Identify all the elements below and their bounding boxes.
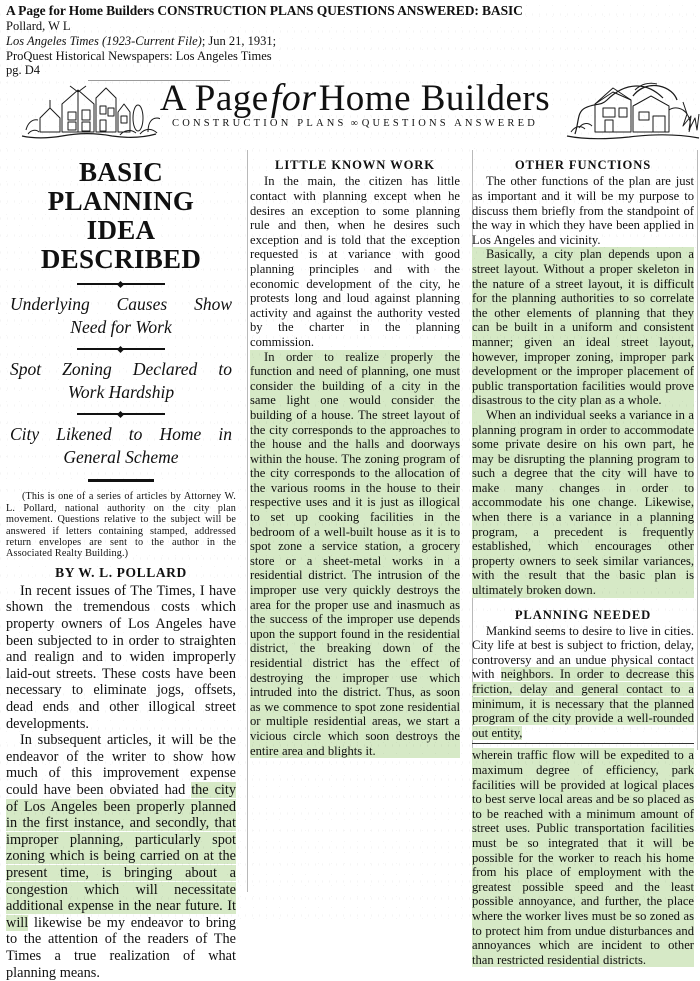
deck-3-line-2: General Scheme bbox=[63, 447, 179, 468]
house-illustration-right bbox=[565, 74, 700, 146]
section-kicker-planning-needed: PLANNING NEEDED bbox=[514, 607, 652, 622]
highlighted-text: the city of Los Angeles been properly planned in the first instance, and secondly, that improper planning, particularly spot zoning which is being carried on at the present time, is bringing about a congestion which will necessitate additional expense in the near future. It will bbox=[6, 781, 237, 931]
paragraph-text-tail: likewise be my endeavor to bring to the attention of the readers of The Times a true realization of what planning means. bbox=[6, 914, 236, 981]
deck-1-line-2: Need for Work bbox=[70, 317, 172, 338]
masthead-title bbox=[135, 76, 575, 121]
masthead-subtitle-left: CONSTRUCTION PLANS bbox=[171, 118, 347, 130]
headline-divider-2 bbox=[77, 348, 165, 350]
highlighted-text: neighbors. In order to decrease this friction, delay and general contact to a minimum, it is necessary that the planned program of the city provide a well-rounded out entity, bbox=[472, 667, 694, 740]
paragraph-text-plain: Mankind seems to desire to live in cities. City life at best is subject to friction, delay, controversy and an undue physical contact with bbox=[472, 623, 694, 682]
proquest-publication bbox=[6, 34, 694, 49]
deck-2-line-2: Work Hardship bbox=[67, 382, 175, 403]
proquest-header bbox=[0, 0, 700, 78]
highlighted-paragraph: When an individual seeks a variance in a planning program in order to accommodate some private desire on his own part, he may be disrupting the planning program to such a degree that the city will have to make many changes in order to accommodate his one change. Likewise, when there is a variance in a planning program, a precedent is frequently established, which encourages other property owners to seek similar variances, with the result that the basic plan is ultimately broken down. bbox=[472, 407, 694, 598]
column-right bbox=[466, 150, 694, 967]
article-deck-3 bbox=[6, 423, 236, 469]
byline: BY W. L. POLLARD bbox=[55, 564, 187, 580]
paragraph bbox=[6, 732, 236, 981]
proquest-article-title: A Page for Home Builders CONSTRUCTION PLANS QUESTIONS ANSWERED: BASIC bbox=[6, 3, 523, 18]
highlighted-paragraph: In order to realize properly the function and need of planning, one must consider the building of a city in the same light one would consider the building of a house. The street layout of the city corresponds to the approaches to the house and the halls and doorways within the house. The zoning program of the city corresponds to the allocation of the various rooms in the house to their respective uses and it is just as illogical to set up cooking facilities in the bedroom of a well-built house as it is to spot zone a service station, a grocery store or a sheet-metal works in a residential district. The intrusion of the improper use very quickly destroys the area for the proper use and inasmuch as the success of the improper use depends upon the support found in the residential district, the breaking down of the residential district has the effect of destroying the improper use which intruded into the district. Thus, as soon as we commence to spot zone residential or multiple residential areas, we start a vicious circle which soon destroys the entire area and blights it. bbox=[250, 349, 460, 758]
column-left bbox=[6, 150, 244, 981]
masthead-title-part2: Home Builders bbox=[318, 78, 551, 120]
column-left-body bbox=[6, 583, 236, 981]
paragraph: In the main, the citizen has little contact with planning except when he desires an exception to some planning rule and then, when he desires such exception and is told that the exception requested is at variance with good planning principles and with the economic development of the city, he protests long and loud against planning activity and against the authority vested by the charter in the planning commission. bbox=[250, 174, 460, 349]
column-middle bbox=[244, 150, 466, 758]
ornament-icon: ∞ bbox=[350, 118, 358, 130]
deck-2-line-1: Spot Zoning Declared to bbox=[10, 359, 232, 380]
headline-divider-1 bbox=[77, 283, 165, 285]
highlighted-paragraph: wherein traffic flow will be expedited to a maximum degree of efficiency, park facilities will be provided at logical places to best serve local areas and be so placed as to be reached with a minimum amount of street uses. Public transportation facilities must be so integrated that it will be possible for the worker to reach his home from his place of employment with the greatest possible speed and the least possible annoyance, and further, the place where the worker lives must be so zoned as to protect him from undue disturbances and annoyances which are incident to other than restricted residential districts. bbox=[472, 748, 694, 967]
article-deck-2 bbox=[6, 358, 236, 404]
article-columns bbox=[0, 150, 700, 981]
editors-note-text: (This is one of a series of articles by Attorney W. L. Pollard, national authority on the city plan movement. Questions relative to the subject will be answered if letters containing stamped, addressed return envelopes are sent to the author in the Associated Realty Building.) bbox=[6, 491, 236, 560]
paragraph bbox=[472, 624, 694, 741]
section-kicker-little-known-work: LITTLE KNOWN WORK bbox=[275, 158, 435, 173]
masthead bbox=[0, 76, 700, 148]
masthead-center bbox=[135, 76, 575, 129]
inline-divider bbox=[472, 743, 694, 744]
article-headline bbox=[6, 158, 236, 274]
headline-divider-3 bbox=[77, 413, 165, 415]
proquest-page-number: pg. D4 bbox=[6, 62, 41, 77]
masthead-title-for: for bbox=[270, 77, 317, 120]
headline-line-2: IDEA DESCRIBED bbox=[40, 215, 202, 275]
highlighted-paragraph: Basically, a city plan depends upon a street layout. Without a proper skeleton in the nature of a street layout, it is difficult for the planning authorities to so correlate the other elements of planning that they can be built in a uniform and consistent manner; given an ideal street layout, however, improper zoning, improper park development or the improper placement of public transportation facilities would prove disastrous to the city plan as a whole. bbox=[472, 247, 694, 408]
masthead-subtitle-right: QUESTIONS ANSWERED bbox=[361, 118, 539, 130]
publication-date: ; Jun 21, 1931; bbox=[201, 34, 277, 49]
column-right-body bbox=[472, 174, 694, 967]
publication-name: Los Angeles Times (1923-Current File) bbox=[6, 34, 202, 49]
section-kicker-other-functions: OTHER FUNCTIONS bbox=[514, 158, 652, 173]
paragraph-text-plain: In subsequent articles, it will be the endeavor of the writer to show how much of this improvement expense could have been obviated had bbox=[6, 732, 236, 798]
deck-3-line-1: City Likened to Home in bbox=[10, 424, 232, 445]
headline-line-1: BASIC PLANNING bbox=[47, 157, 195, 217]
editors-note bbox=[6, 491, 236, 559]
deck-1-line-1: Underlying Causes Show bbox=[10, 294, 232, 315]
masthead-subtitle bbox=[135, 118, 575, 129]
masthead-title-part1: A Page bbox=[159, 78, 269, 120]
paragraph: In recent issues of The Times, I have shown the tremendous costs which property owners of Los Angeles have been subjected to in order to straighten and realign and to widen improperly laid-out streets. These costs have been necessary to eliminate jogs, offsets, dead ends and other illogical street developments. bbox=[6, 582, 236, 732]
article-deck-1 bbox=[6, 293, 236, 339]
proquest-database: ProQuest Historical Newspapers: Los Angeles Times bbox=[6, 49, 272, 64]
paragraph: The other functions of the plan are just as important and it will be my purpose to discuss them briefly from the standpoint of the way in which they have been applied in Los Angeles and vicinity. bbox=[472, 174, 694, 247]
proquest-author: Pollard, W L bbox=[6, 18, 71, 33]
column-middle-body bbox=[250, 174, 460, 758]
column-rule-3 bbox=[697, 150, 698, 750]
headline-divider-4 bbox=[88, 479, 154, 482]
